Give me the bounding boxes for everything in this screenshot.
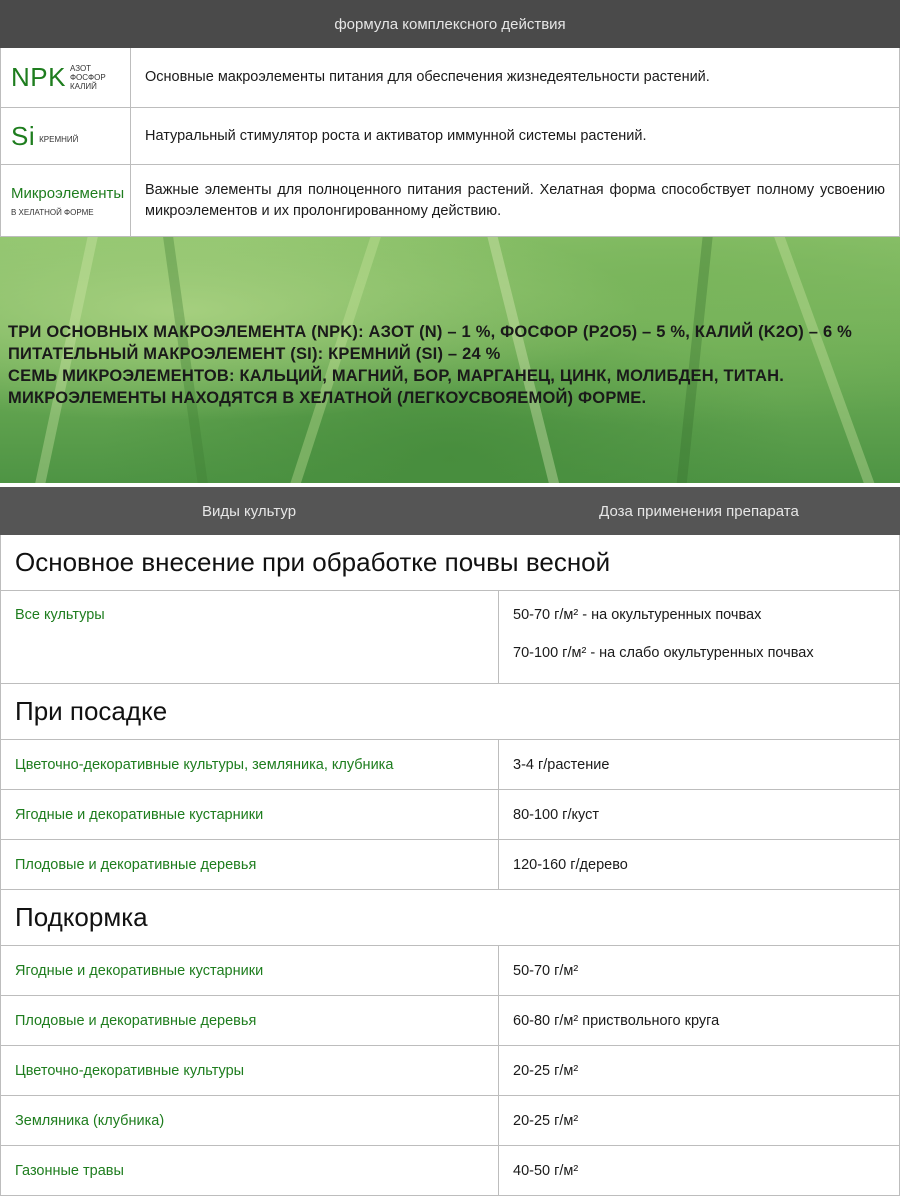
usage-header — [0, 487, 900, 535]
crop-cell: Ягодные и декоративные кустарники — [1, 946, 499, 995]
column-header-dose: Доза применения препарата — [599, 502, 799, 520]
dose-cell: 60-80 г/м² приствольного круга — [513, 1012, 720, 1029]
crop-cell: Газонные травы — [1, 1146, 499, 1195]
formula-row-npk — [0, 48, 900, 108]
crop-cell: Плодовые и декоративные деревья — [1, 840, 499, 889]
dose-cell: 50-70 г/м² — [513, 962, 579, 979]
si-symbol: Si — [11, 120, 36, 151]
banner-line: СЕМЬ МИКРОЭЛЕМЕНТОВ: КАЛЬЦИЙ, МАГНИЙ, БОР, МАРГАНЕЦ, ЦИНК, МОЛИБДЕН, ТИТАН. — [8, 367, 785, 385]
banner-line: МИКРОЭЛЕМЕНТЫ НАХОДЯТСЯ В ХЕЛАТНОЙ (ЛЕГКОУСВОЯЕМОЙ) ФОРМЕ. — [8, 389, 647, 407]
dose-cell: 20-25 г/м² — [513, 1112, 579, 1129]
table-row — [0, 591, 900, 684]
npk-desc: Основные макроэлементы питания для обеспечения жизнедеятельности растений. — [145, 69, 710, 85]
dose-cell: 80-100 г/куст — [513, 806, 599, 823]
banner-text — [8, 321, 892, 409]
npk-sub-k: КАЛИЙ — [69, 82, 97, 91]
si-sub: КРЕМНИЙ — [39, 134, 79, 144]
formula-key-si — [1, 108, 131, 164]
section-title: При посадке — [0, 684, 900, 740]
section-title: Подкормка — [0, 890, 900, 946]
table-row — [0, 740, 900, 790]
banner-line: ПИТАТЕЛЬНЫЙ МАКРОЭЛЕМЕНТ (SI): КРЕМНИЙ (SI) – 24 % — [8, 345, 501, 363]
dose-cell: 20-25 г/м² — [513, 1062, 579, 1079]
section-title: Основное внесение при обработке почвы весной — [0, 535, 900, 591]
table-row — [0, 996, 900, 1046]
npk-sub — [70, 64, 106, 91]
crop-cell: Все культуры — [1, 591, 499, 683]
table-row — [0, 1146, 900, 1196]
crop-cell: Земляника (клубника) — [1, 1096, 499, 1145]
usage-table — [0, 535, 900, 1196]
formula-row-micro — [0, 165, 900, 237]
formula-key-micro — [1, 165, 131, 236]
column-header-crops: Виды культур — [201, 502, 297, 520]
npk-sub-p: ФОСФОР — [69, 73, 106, 82]
formula-row-si — [0, 108, 900, 165]
formula-key-npk — [1, 48, 131, 107]
composition-banner — [0, 237, 900, 483]
table-row — [0, 790, 900, 840]
si-desc: Натуральный стимулятор роста и активатор иммунной системы растений. — [145, 127, 647, 144]
crop-cell: Цветочно-декоративные культуры — [1, 1046, 499, 1095]
banner-line: ТРИ ОСНОВНЫХ МАКРОЭЛЕМЕНТА (NPK): АЗОТ (N) – 1 %, ФОСФОР (P2O5) – 5 %, КАЛИЙ (K2O) – 6 % — [8, 323, 852, 341]
crop-cell: Плодовые и декоративные деревья — [1, 996, 499, 1045]
table-row — [0, 840, 900, 890]
dose-cell — [499, 591, 899, 683]
crop-cell: Ягодные и декоративные кустарники — [1, 790, 499, 839]
dose-value: 70-100 г/м² - на слабо окультуренных почвах — [513, 645, 814, 661]
micro-title: Микроэлементы — [11, 184, 125, 202]
dose-value: 50-70 г/м² - на окультуренных почвах — [513, 607, 762, 623]
micro-sub: В ХЕЛАТНОЙ ФОРМЕ — [11, 207, 94, 217]
formula-header — [0, 0, 900, 48]
table-row — [0, 1046, 900, 1096]
dose-cell: 120-160 г/дерево — [513, 856, 628, 873]
formula-table — [0, 48, 900, 237]
table-row — [0, 1096, 900, 1146]
npk-sub-n: АЗОТ — [69, 64, 92, 73]
dose-cell: 40-50 г/м² — [513, 1162, 579, 1179]
crop-cell: Цветочно-декоративные культуры, земляника, клубника — [1, 740, 499, 789]
table-row — [0, 946, 900, 996]
npk-symbol: NPK — [11, 62, 66, 92]
formula-header-title: формула комплексного действия — [334, 15, 566, 33]
dose-cell: 3-4 г/растение — [513, 756, 610, 773]
micro-desc: Важные элементы для полноценного питания растений. Хелатная форма способствует полному усвоению микроэлементов и их пролонгированному действию. — [145, 181, 885, 219]
